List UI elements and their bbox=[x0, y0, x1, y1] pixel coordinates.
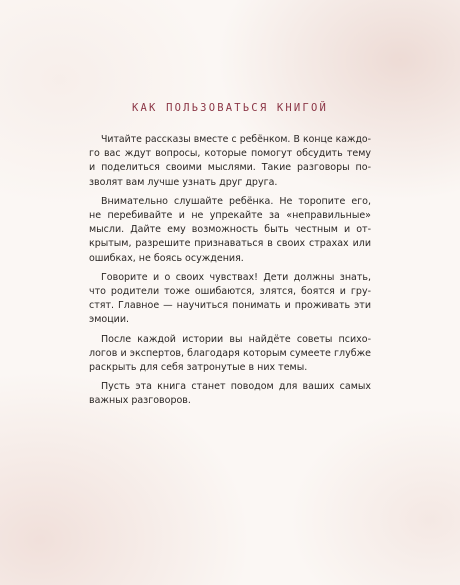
text-line: важных разговоров. bbox=[89, 395, 191, 407]
text-line: что родители тоже ошибаются, злятся, боятся и гру- bbox=[89, 286, 371, 298]
text-line: Читайте рассказы вместе с ребёнком. В конце каждо- bbox=[101, 134, 371, 145]
text-line: крытым, разрешите признаваться в своих страхах или bbox=[89, 238, 371, 250]
text-line: ошибках, не боясь осуждения. bbox=[89, 252, 244, 264]
text-line: мысли. Дайте ему возможность быть честным и от- bbox=[89, 224, 371, 236]
text-line: и поделиться своими мыслями. Такие разговоры по- bbox=[89, 162, 371, 174]
paragraph-3 bbox=[89, 271, 371, 328]
text-line: Внимательно слушайте ребёнка. Не торопите его, bbox=[101, 195, 371, 207]
paragraph-1 bbox=[89, 133, 371, 190]
text-line: зволят вам лучше узнать друг друга. bbox=[89, 176, 278, 188]
text-line: эмоции. bbox=[89, 314, 130, 326]
text-line: Говорите и о своих чувствах! Дети должны знать, bbox=[101, 271, 371, 283]
text-line: стят. Главное — научиться понимать и проживать эти bbox=[89, 300, 371, 312]
body-text bbox=[89, 133, 371, 414]
text-line: Пусть эта книга станет поводом для ваших самых bbox=[101, 381, 371, 393]
paragraph-4 bbox=[89, 333, 371, 376]
text-line: не перебивайте и не упрекайте за «неправильные» bbox=[89, 210, 371, 222]
text-line: раскрыть для себя затронутые в них темы. bbox=[89, 362, 308, 374]
page-heading: КАК ПОЛЬЗОВАТЬСЯ КНИГОЙ bbox=[132, 102, 328, 114]
paragraph-5 bbox=[89, 380, 371, 408]
paragraph-2 bbox=[89, 195, 371, 266]
text-line: го вас ждут вопросы, которые помогут обсудить тему bbox=[89, 148, 371, 160]
text-line: логов и экспертов, благодаря которым сумеете глубже bbox=[89, 347, 371, 359]
text-line: После каждой истории вы найдёте советы психо- bbox=[101, 333, 371, 345]
